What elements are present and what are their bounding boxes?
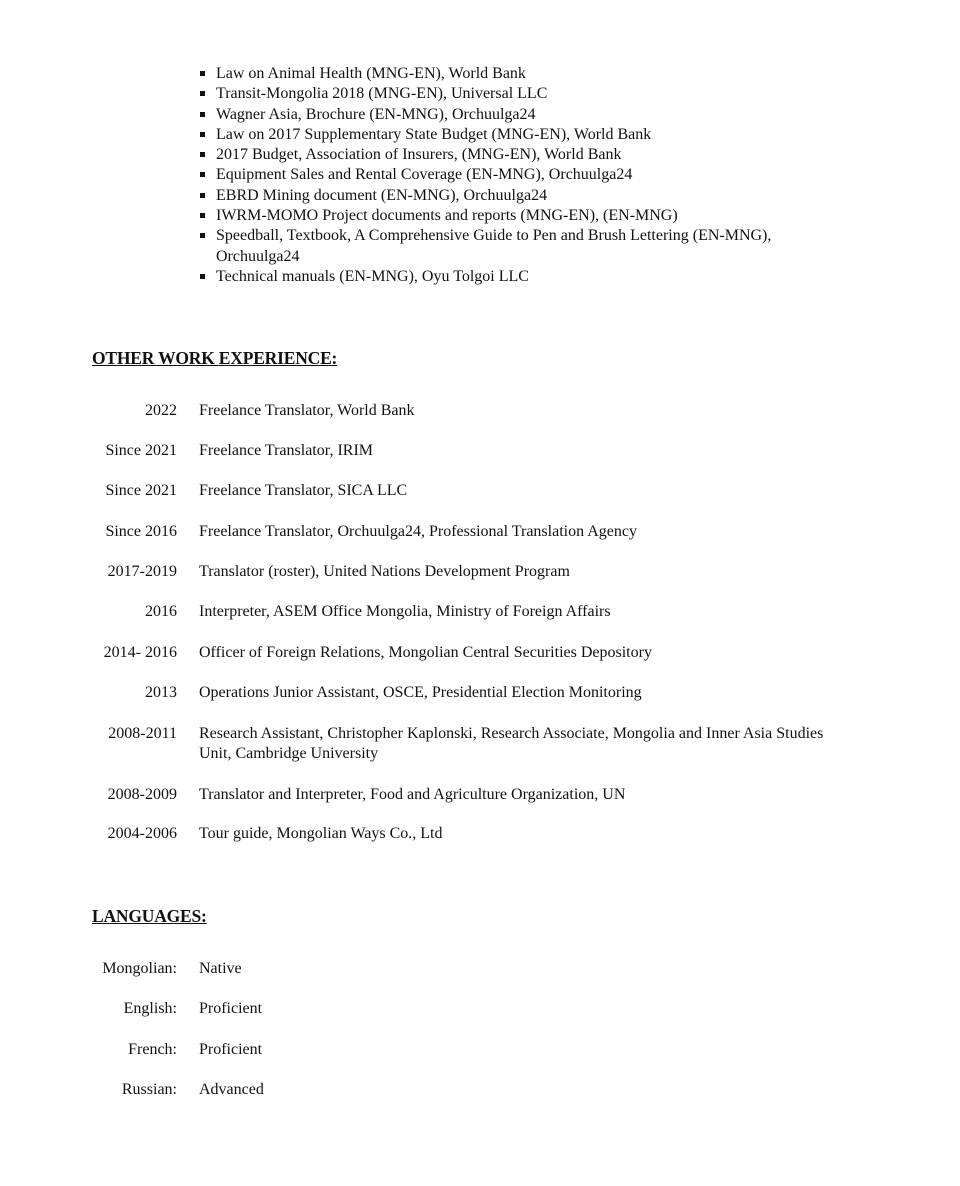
experience-period: 2004-2006 [107,825,177,842]
experience-description: Operations Junior Assistant, OSCE, Presidential Election Monitoring [199,684,642,701]
language-level: Proficient [199,1041,263,1058]
other-work-experience-heading: OTHER WORK EXPERIENCE: [92,348,338,368]
experience-period: 2014- 2016 [103,644,177,661]
list-item [198,125,848,145]
experience-period: 2008-2011 [108,725,177,742]
square-bullet-icon [200,193,205,198]
project-text: Law on Animal Health (MNG-EN), World Bank [216,65,526,82]
experience-description: Translator and Interpreter, Food and Agriculture Organization, UN [199,786,626,803]
experience-period: 2016 [145,603,177,620]
project-text: Equipment Sales and Rental Coverage (EN-MNG), Orchuulga24 [216,166,633,184]
experience-period: Since 2016 [105,523,177,540]
project-text: Law on 2017 Supplementary State Budget (MNG-EN), World Bank [216,125,652,143]
language-name: French: [128,1041,177,1058]
language-name: Russian: [121,1081,177,1098]
language-level: Advanced [199,1081,264,1098]
experience-description: Freelance Translator, IRIM [199,442,373,459]
experience-period: Since 2021 [105,482,177,499]
translation-projects-list [198,64,848,287]
project-text: Speedball, Textbook, A Comprehensive Guide to Pen and Brush Lettering (EN-MNG), Orchuulga24 [216,227,772,265]
experience-period: 2013 [145,684,177,701]
language-level: Proficient [199,1000,263,1017]
experience-description: Research Assistant, Christopher Kaplonski, Research Associate, Mongolia and Inner Asia Studies Unit, Cambridge University [199,725,824,762]
list-item [198,165,848,185]
square-bullet-icon [200,233,205,238]
project-text: EBRD Mining document (EN-MNG), Orchuulga24 [216,186,548,204]
experience-description: Freelance Translator, World Bank [199,402,415,419]
experience-description: Translator (roster), United Nations Development Program [199,563,570,580]
square-bullet-icon [200,71,205,76]
experience-description: Freelance Translator, SICA LLC [199,482,408,499]
square-bullet-icon [200,172,205,177]
language-level: Native [199,960,242,977]
experience-description: Freelance Translator, Orchuulga24, Professional Translation Agency [199,523,637,540]
project-text: Technical manuals (EN-MNG), Oyu Tolgoi LLC [216,267,529,285]
list-item [198,186,848,206]
list-item [198,84,848,104]
list-item [198,105,848,125]
square-bullet-icon [200,132,205,137]
square-bullet-icon [200,213,205,218]
square-bullet-icon [200,91,205,96]
square-bullet-icon [200,274,205,279]
experience-period: 2022 [145,402,177,419]
project-text: Wagner Asia, Brochure (EN-MNG), Orchuulga24 [216,105,536,123]
square-bullet-icon [200,152,205,157]
list-item [198,226,848,267]
list-item [198,64,848,84]
language-name: English: [123,1000,177,1017]
experience-description: Interpreter, ASEM Office Mongolia, Ministry of Foreign Affairs [199,603,611,620]
experience-description: Tour guide, Mongolian Ways Co., Ltd [199,825,443,842]
experience-period: 2008-2009 [107,786,177,803]
experience-period: Since 2021 [105,442,177,459]
square-bullet-icon [200,112,205,117]
language-name: Mongolian: [102,960,177,977]
list-item [198,145,848,165]
list-item [198,267,848,287]
languages-heading: LANGUAGES: [92,906,207,926]
project-text: IWRM-MOMO Project documents and reports (MNG-EN), (EN-MNG) [216,207,678,225]
list-item [198,206,848,226]
project-text: Transit-Mongolia 2018 (MNG-EN), Universal LLC [216,85,548,103]
experience-period: 2017-2019 [107,563,177,580]
project-text: 2017 Budget, Association of Insurers, (MNG-EN), World Bank [216,146,622,164]
experience-description: Officer of Foreign Relations, Mongolian Central Securities Depository [199,644,652,661]
